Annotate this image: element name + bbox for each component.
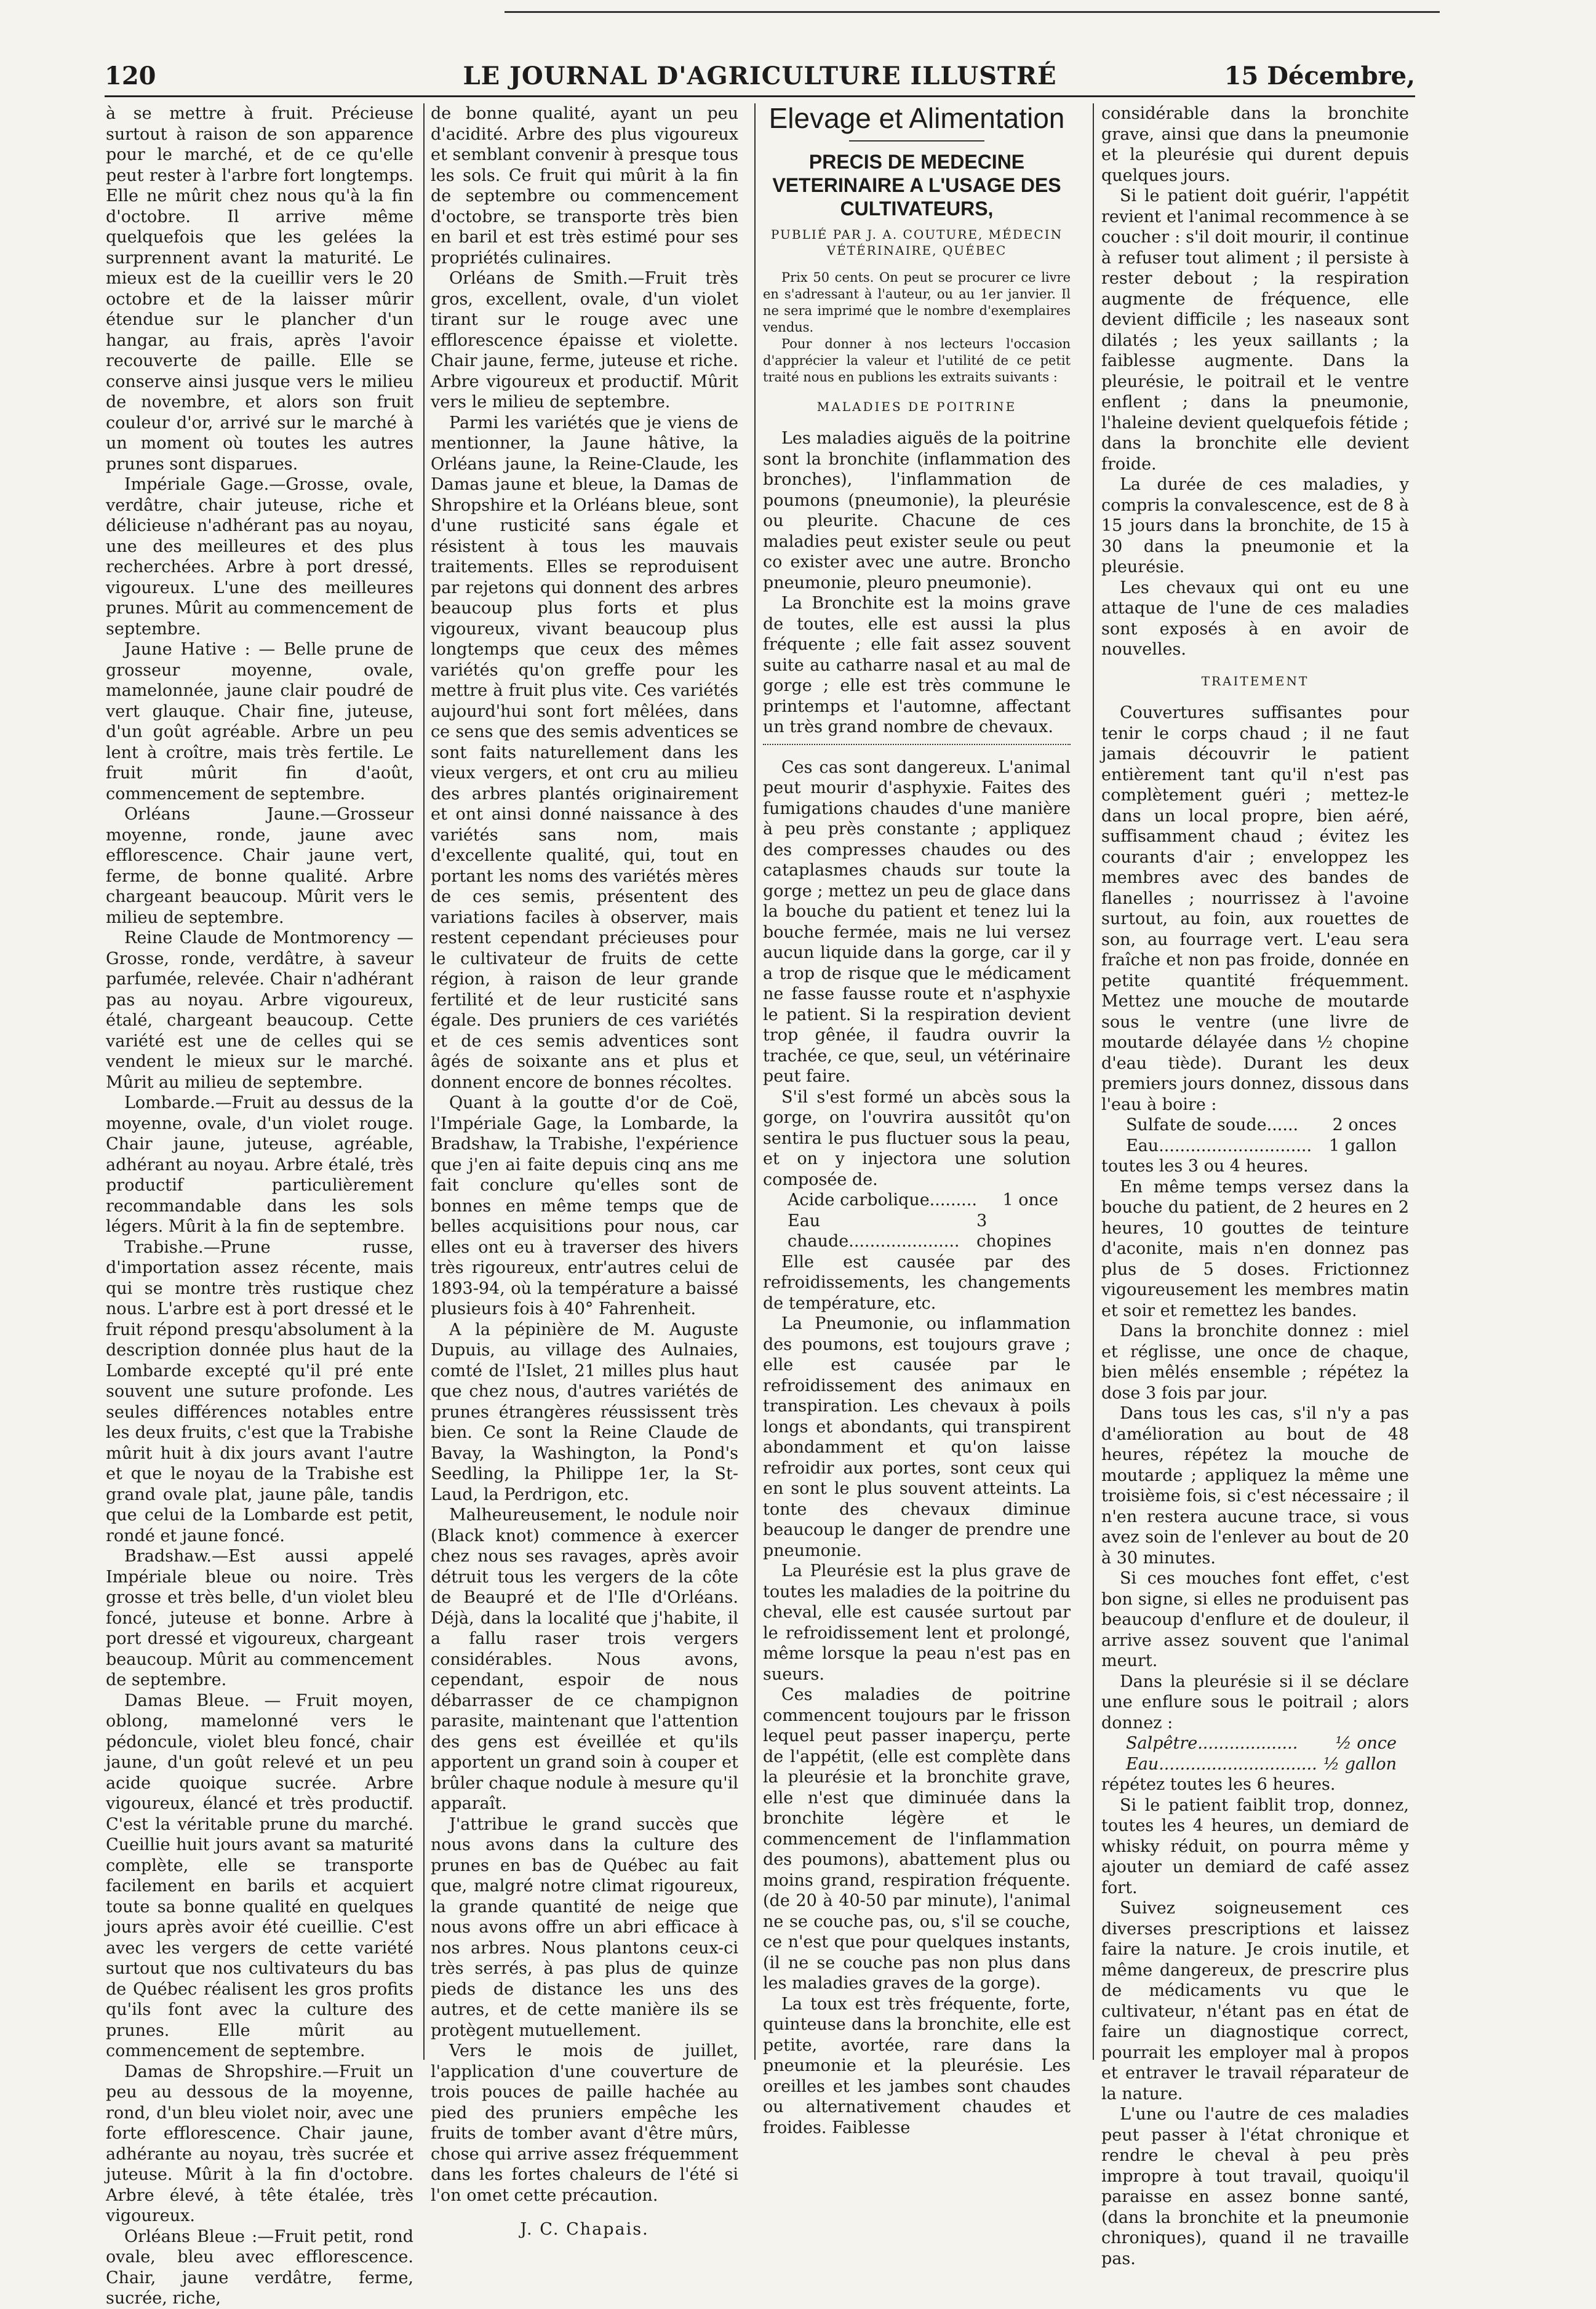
prescription-dose: ½ gallon — [1323, 1754, 1397, 1774]
paragraph: La toux est très fréquente, forte, quinteuse dans la bronchite, elle est petite, avortée, rare dans la pneumonie et la pleurésie. Les oreilles et les jambes sont chaudes ou alternativement chaudes et froides. Faiblesse — [763, 1994, 1071, 2137]
prescription-item: Sulfate de soude...... — [1126, 1115, 1299, 1135]
paragraph: Les maladies aiguës de la poitrine sont la bronchite (inflammation des bronches), l'inflammation de poumons (pneumonie), la pleurésie ou pleurite. Chacune de ces maladies peut exister seule ou peut co exister avec une autre. Broncho pneumonie, pleuro pneumonie). — [763, 429, 1071, 592]
dotted-separator — [763, 744, 1071, 745]
paragraph: Bradshaw.—Est aussi appelé Impériale bleue ou noire. Très grosse et très belle, d'un violet bleu foncé, juteuse et bonne. Arbre à port dressé et vigoureux, chargeant beaucoup. Mûrit au commencement de septembre. — [106, 1547, 413, 1689]
paragraph: considérable dans la bronchite grave, ainsi que dans la pneumonie et la pleurésie qui durent depuis quelques jours. — [1101, 104, 1409, 185]
paragraph: S'il s'est formé un abcès sous la gorge, on l'ouvrira aussitôt qu'on sentira le pus fluctuer sous la peau, et on y injectora une solution composée de. — [763, 1087, 1071, 1189]
prescription-line — [1101, 1115, 1409, 1136]
paragraph: La durée de ces maladies, y compris la convalescence, est de 8 à 15 jours dans la bronchite, de 15 à 30 dans la pneumonie et la pleurésie. — [1101, 475, 1409, 576]
prescription-item: Eau............................. — [1126, 1136, 1312, 1155]
paragraph: Dans la pleurésie si il se déclare une enflure sous le poitrail ; alors donnez : — [1101, 1672, 1409, 1733]
prescription-dose: 3 chopines — [976, 1211, 1052, 1251]
paragraph: toutes les 3 ou 4 heures. — [1101, 1157, 1309, 1176]
paragraph: Malheureusement, le nodule noir (Black knot) commence à exercer chez nous ses ravages, après avoir détruit tous les vergers de la côte de Beaupré et de l'Ile d'Orléans. Déjà, dans la localité que j'habite, il a fallu raser trois vergers considérables. Nous avons, cependant, espoir de nous débarrasser de ce champignon parasite, maintenant que l'attention des gens est éveillée et qu'ils apportent un grand soin à couper et brûler chaque nodule à mesure qu'il apparaît. — [431, 1505, 738, 1813]
paragraph: Si ces mouches font effet, c'est bon signe, si elles ne produisent pas beaucoup d'enflure et de douleur, il arrive assez souvent que l'animal meurt. — [1101, 1569, 1409, 1670]
prescription-item: Acide carbolique......... — [788, 1190, 977, 1210]
paragraph: Jaune Hative : — Belle prune de grosseur moyenne, ovale, mamelonnée, jaune clair poudré de vert glauque. Chair fine, juteuse, d'un goût agréable. Arbre un peu lent à croître, mais très fertile. Le fruit mûrit fin d'août, commencement de septembre. — [106, 640, 413, 804]
paragraph: Reine Claude de Montmorency —Grosse, ronde, verdâtre, à saveur parfumée, relevée. Chair n'adhérant pas au noyau. Arbre vigoureux, étalé, chargeant beaucoup. Cette variété est une de celles qui se vendent le mieux sur le marché. Mûrit au milieu de septembre. — [106, 928, 413, 1092]
column-divider — [1093, 103, 1094, 2060]
prescription-dose: 1 once — [1002, 1190, 1058, 1210]
paragraph: Couvertures suffisantes pour tenir le corps chaud ; il ne faut jamais découvrir le patient entièrement tant qu'il n'est pas complètement guéri ; mettez-le dans un local propre, bien aéré, suffisamment chaud ; évitez les courants d'air ; enveloppez les membres avec des bandes de flanelles ; nourrissez à l'avoine surtout, au foin, aux rouettes de son, au fourrage vert. L'eau sera fraîche et non pas froide, donnée en petite quantité fréquemment. Mettez une mouche de moutarde sous le ventre (une livre de moutarde délayée dans ½ chopine d'eau tiède). Durant les deux premiers jours donnez, dissous dans l'eau à boire : — [1101, 703, 1409, 1114]
paragraph: Damas de Shropshire.—Fruit un peu au dessous de la moyenne, rond, d'un bleu violet noir, avec une forte efflorescence. Chair jaune, adhérante au noyau, très sucrée et juteuse. Mûrit à la fin d'octobre. Arbre élevé, à tête étalée, très vigoureux. — [106, 2062, 413, 2225]
paragraph: Ces cas sont dangereux. L'animal peut mourir d'asphyxie. Faites des fumigations chaudes d'une manière à peu près constante ; appliquez des compresses chaudes ou des cataplasmes chauds sur toute la gorge ; mettez un peu de glace dans la bouche du patient et tenez lui la bouche fermée, mais ne lui versez aucun liquide dans la gorge, car il y a trop de risque que le médicament ne fasse fausse route et n'asphyxie le patient. Si la respiration devient trop gênée, il faudra ouvrir la trachée, ce que, seul, un vétérinaire peut faire. — [763, 757, 1071, 1086]
paragraph: Lombarde.—Fruit au dessus de la moyenne, ovale, d'un violet rouge. Chair jaune, juteuse, agréable, adhérant au noyau. Arbre étalé, très productif particulièrement recommandable dans les sols légers. Mûrit à la fin de septembre. — [106, 1093, 413, 1236]
paragraph: répétez toutes les 6 heures. — [1101, 1775, 1336, 1794]
paragraph: Vers le mois de juillet, l'application d'une couverture de trois pouces de paille hachée au pied des pruniers empêche les fruits de tomber avant d'être mûrs, chose qui arrive assez fréquemment dans les fortes chaleurs de l'été si l'on omet cette précaution. — [431, 2041, 738, 2205]
prescription-dose: 1 gallon — [1328, 1136, 1397, 1155]
paragraph: Damas Bleue. — Fruit moyen, oblong, mamelonné vers le pédoncule, violet bleu foncé, chair jaune, d'un goût relevé et un peu acide quoique sucrée. Arbre vigoureux, élancé et très productif. C'est la véritable prune du marché. Cueillie huit jours avant sa maturité complète, elle se transporte facilement en barils et acquiert toute sa bonne qualité en quelques jours après avoir été cueillie. C'est avec les vergers de cette variété surtout que nos cultivateurs du bas de Québec réalisent les gros profits qu'ils font avec la culture des prunes. Elle mûrit au commencement de septembre. — [106, 1691, 413, 2060]
section-title: Elevage et Alimentation — [768, 102, 1065, 134]
paragraph: A la pépinière de M. Auguste Dupuis, au village des Aulnaies, comté de l'Islet, 21 milles plus haut que chez nous, d'autres variétés de prunes étrangères réussissent très bien. Ce sont la Reine Claude de Bavay, la Washington, la Pond's Seedling, la Philippe 1er, la St-Laud, la Perdrigon, etc. — [431, 1320, 738, 1504]
column-2 — [431, 103, 738, 2239]
subheading: TRAITEMENT — [1201, 673, 1309, 688]
column-divider — [423, 103, 425, 2060]
page-number: 120 — [105, 62, 156, 90]
prescription-line — [763, 1211, 1071, 1252]
journal-title: LE JOURNAL D'AGRICULTURE ILLUSTRÉ — [463, 62, 1057, 90]
prescription-item: Eau.............................. — [1126, 1754, 1317, 1774]
paragraph: L'une ou l'autre de ces maladies peut passer à l'état chronique et rendre le cheval à peu près impropre à tout travail, quoiqu'il paraisse en assez bonne santé, (dans la bronchite et la pneumonie chroniques), quand il ne travaille pas. — [1101, 2105, 1409, 2268]
prescription-dose: ½ once — [1335, 1734, 1397, 1753]
paragraph: La Pneumonie, ou inflammation des poumons, est toujours grave ; elle est causée par le refroidissement des animaux en transpiration. Les chevaux à poils longs et abondants, qui transpirent abondamment et qu'on laisse refroidir aux portes, sont ceux qui en sont le plus souvent atteints. La tonte des chevaux diminue beaucoup le danger de prendre une pneumonie. — [763, 1314, 1071, 1560]
column-4 — [1101, 103, 1409, 2268]
paragraph: à se mettre à fruit. Précieuse surtout à raison de son apparence pour le marché, et de ce qu'elle peut rester à l'arbre fort longtemps. Elle ne mûrit chez nous qu'à la fin d'octobre. Il arrive même quelquefois que les gelées la surprennent avant la maturité. Le mieux est de la cueillir vers le 20 octobre et de la laisser mûrir étendue sur le plancher d'un hangar, au frais, après l'avoir recouverte de paille. Elle se conserve ainsi jusque vers le milieu de novembre, et alors son fruit couleur d'or, arrivé sur le marché à un moment où toutes les autres prunes sont disparues. — [106, 104, 413, 474]
paragraph: Si le patient doit guérir, l'appétit revient et l'animal recommence à se coucher : s'il doit mourir, il continue à refuser tout aliment ; il persiste à rester debout ; la respiration augmente de fréquence, elle devient difficile ; les naseaux sont dilatés ; les yeux saillants ; la faiblesse augmente. Dans la pleurésie, le poitrail et le ventre enflent ; dans la pneumonie, l'haleine devient quelquefois fétide ; dans la bronchite elle devient froide. — [1101, 186, 1409, 474]
paragraph: Orléans de Smith.—Fruit très gros, excellent, ovale, d'un violet tirant sur le rouge avec une efflorescence épaisse et violette. Chair jaune, ferme, juteuse et riche. Arbre vigoureux et productif. Mûrit vers le milieu de septembre. — [431, 269, 738, 412]
column-3 — [763, 102, 1071, 2137]
prescription-dose: 2 onces — [1332, 1115, 1397, 1135]
intro-paragraph: Prix 50 cents. On peut se procurer ce livre en s'adressant à l'auteur, ou au 1er janvier. Il ne sera imprimé que le nombre d'exemplaires vendus. — [763, 269, 1071, 335]
paragraph: Elle est causée par des refroidissements, les changements de température, etc. — [763, 1252, 1071, 1313]
page-header — [105, 62, 1415, 92]
top-rule — [505, 11, 1440, 13]
paragraph: Orléans Jaune.—Grosseur moyenne, ronde, jaune avec efflorescence. Chair jaune vert, ferme, de bonne qualité. Arbre chargeant beaucoup. Mûrit vers le milieu de septembre. — [106, 805, 413, 927]
column-divider — [754, 103, 756, 2060]
prescription-line — [1101, 1733, 1409, 1754]
issue-date: 15 Décembre, — [1224, 62, 1415, 90]
paragraph: Parmi les variétés que je viens de mentionner, la Jaune hâtive, la Orléans jaune, la Reine-Claude, les Damas jaune et bleue, la Damas de Shropshire et la Orléans bleue, sont d'une rusticité sans égale et résistent à tous les mauvais traitements. Elles se reproduisent par rejetons qui donnent des arbres beaucoup plus forts et plus vigoureux, vivant beaucoup plus longtemps que ceux des mêmes variétés qu'on greffe pour les mettre à fruit plus vite. Ces variétés aujourd'hui sont fort mêlées, dans ce sens que des semis adventices se sont faits naturellement dans les vieux vergers, et ont cru au milieu des arbres plantés originairement et ont ainsi donné naissance à des variétés sans nom, mais d'excellente qualité, qui, tout en portant les noms des variétés mères de ces semis, présentent des variations faciles à observer, mais restent cependant précieuses pour le cultivateur de fruits de cette région, à raison de leur grande fertilité et de leur rusticité sans égale. Des pruniers de ces variétés et de ces semis adventices sont âgés de soixante ans et plus et donnent encore de bonnes récoltes. — [431, 413, 738, 1092]
paragraph: Dans tous les cas, s'il n'y a pas d'amélioration au bout de 48 heures, répétez la mouche de moutarde ; appliquez la même une troisième fois, si c'est nécessaire ; il n'en restera aucune trace, si vous avez soin de l'enlever au bout de 20 à 30 minutes. — [1101, 1404, 1409, 1568]
prescription-line — [1101, 1136, 1409, 1157]
article-byline: PUBLIÉ PAR J. A. COUTURE, MÉDECIN VÉTÉRINAIRE, QUÉBEC — [770, 226, 1063, 258]
section-rule — [849, 140, 984, 142]
header-rule — [105, 95, 1415, 97]
paragraph: Les chevaux qui ont eu une attaque de l'une de ces maladies sont exposés à en avoir de nouvelles. — [1101, 578, 1409, 659]
column-1 — [106, 103, 413, 2308]
prescription-line — [763, 1190, 1071, 1211]
prescription-item: Salpêtre................... — [1126, 1734, 1298, 1753]
article-title: PRECIS DE MEDECINE VETERINAIRE A L'USAGE DES CULTIVATEURS, — [772, 150, 1061, 220]
paragraph: Orléans Bleue :—Fruit petit, rond ovale, bleu avec efflorescence. Chair, jaune verdâtre, ferme, sucrée, riche, — [106, 2227, 413, 2308]
prescription-line — [1101, 1754, 1409, 1775]
paragraph: J'attribue le grand succès que nous avons dans la culture des prunes en bas de Québec au fait que, malgré notre climat rigoureux, la grande quantité de neige que nous avons offre un abri efficace à nos arbres. Nous plantons ceux-ci très serrés, à pas plus de quinze pieds de distance les uns des autres, et de cette manière ils se protègent mutuellement. — [431, 1814, 738, 2040]
prescription-item: Eau chaude..................... — [788, 1211, 960, 1251]
paragraph: Dans la bronchite donnez : miel et réglisse, une once de chaque, bien mêlés ensemble ; répétez la dose 3 fois par jour. — [1101, 1322, 1409, 1403]
paragraph: Quant à la goutte d'or de Coë, l'Impériale Gage, la Lombarde, la Bradshaw, la Trabishe, l'expérience que j'en ai faite depuis cinq ans me fait conclure qu'elles sont de bonnes en même temps que de belles acquisitions pour nous, car elles ont eu à traverser des hivers très rigoureux, entr'autres celui de 1893-94, où la température a baissé plusieurs fois à 40° Fahrenheit. — [431, 1093, 738, 1318]
paragraph: Ces maladies de poitrine commencent toujours par le frisson lequel peut passer inaperçu, perte de l'appétit, (elle est complète dans la pleurésie et la bronchite grave, elle n'est que diminuée dans la bronchite légère et le commencement de l'inflammation des poumons), abattement plus ou moins grand, respiration fréquente. (de 20 à 40-50 par minute), l'animal ne se couche pas, ou, s'il se couche, ce n'est que pour quelques instants, (il ne se couche pas non plus dans les maladies graves de la gorge). — [763, 1685, 1071, 1993]
subheading: MALADIES DE POITRINE — [816, 399, 1017, 414]
paragraph: Impériale Gage.—Grosse, ovale, verdâtre, chair juteuse, riche et délicieuse n'adhérant pas au noyau, une des meilleures et des plus recherchées. Arbre à port dressé, vigoureux. L'une des meilleures prunes. Mûrit au commencement de septembre. — [106, 475, 413, 639]
paragraph: Trabishe.—Prune russe, d'importation assez récente, mais qui se montre très rustique chez nous. L'arbre est à port dressé et le fruit répond presqu'absolument à la description donnée plus haut de la Lombarde excepté qu'il pré ente souvent une suture profonde. Les seules différences notables entre les deux fruits, c'est que la Trabishe mûrit huit à dix jours avant l'autre et que le noyau de la Trabishe est grand ovale plat, jaune pâle, tandis que celui de la Lombarde est petit, rondé et jaune foncé. — [106, 1237, 413, 1545]
author-signature: J. C. Chapais. — [520, 2220, 649, 2239]
paragraph: Si le patient faiblit trop, donnez, toutes les 4 heures, un demiard de whisky réduit, on pourra même y ajouter un demiard de café assez fort. — [1101, 1795, 1409, 1897]
paragraph: de bonne qualité, ayant un peu d'acidité. Arbre des plus vigoureux et semblant convenir à presque tous les sols. Ce fruit qui mûrit à la fin de septembre ou commencement d'octobre, se transporte très bien en baril et est très estimé pour ses propriétés culinaires. — [431, 104, 738, 268]
paragraph: La Bronchite est la moins grave de toutes, elle est aussi la plus fréquente ; elle fait assez souvent suite au catharre nasal et au mal de gorge ; elle est très commune le printemps et l'automne, affectant un très grand nombre de chevaux. — [763, 594, 1071, 736]
paragraph: En même temps versez dans la bouche du patient, de 2 heures en 2 heures, 10 gouttes de teinture d'aconite, mais n'en donnez pas plus de 5 doses. Frictionnez vigoureusement les membres matin et soir et remettez les bandes. — [1101, 1177, 1409, 1320]
intro-paragraph: Pour donner à nos lecteurs l'occasion d'apprécier la valeur et l'utilité de ce petit traité nous en publions les extraits suivants : — [763, 336, 1071, 385]
paragraph: Suivez soigneusement ces diverses prescriptions et laissez faire la nature. Je crois inutile, et même dangereux, de prescrire plus de médicaments vu que le cultivateur, n'étant pas en état de faire un diagnostique correct, pourrait les employer mal à propos et entraver le travail réparateur de la nature. — [1101, 1899, 1409, 2104]
paragraph: La Pleurésie est la plus grave de toutes les maladies de la poitrine du cheval, elle est causée surtout par le refroidissement lent et prolongé, même lorsque la peau n'est pas en sueurs. — [763, 1561, 1071, 1684]
